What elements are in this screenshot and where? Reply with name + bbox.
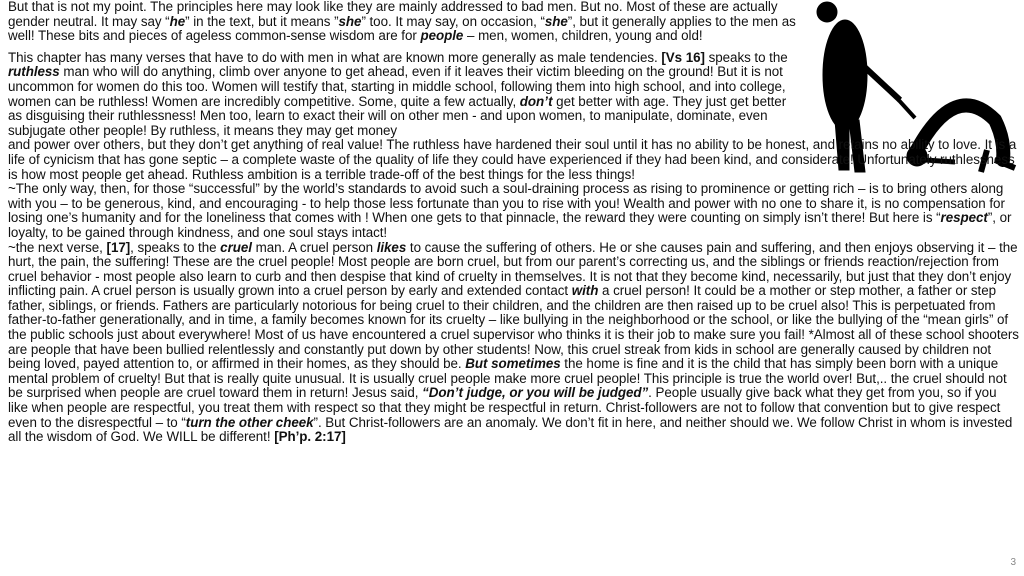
slide-body — [8, 0, 1020, 445]
paragraph-4: ~the next verse, [17], speaks to the cruel man. A cruel person likes to cause the suffering of others. He or she causes pain and suffering, and then enjoys observing it – the hurt, the pain, the suffering! These are the cruel people! Most people are born cruel, but from our parent’s correcting us, and the siblings or friends reaction/rejection from cruel behavior - most people also learn to curb and then despise that kind of cruelty in themselves. It is not that they become kind, necessarily, but just that they don’t enjoy inflicting pain. A cruel person is usually grown into a cruel person by early and extended contact with a cruel person! It could be a mother or step mother, a father or step father, siblings, or friends. Fathers are particularly notorious for being cruel to their children, and the children are then raised up to be cruel also! This is perpetuated from father-to-father generationally, and in time, a family becomes known for its cruelty – like bullying in the neighborhood or the school, or like the bullying of the “mean girls” of the public schools just about everywhere! Most of us have encountered a cruel supervisor who thinks it is their job to make sure you fail! *Almost all of these school shooters are people that have been bullied relentlessly and constantly put down by other students! Now, this cruel streak from kids in school are generally caused by children not being loved, payed attention to, or affirmed in their homes, as they should be. But sometimes the home is fine and it is the child that has simply been born with a unique mental problem of cruelty! But that is really quite unusual. It is usually cruel people make more cruel people! This principle is true the world over! But,.. the cruel should not be surprised when people are cruel toward them in return! Jesus said, “Don’t judge, or you will be judged”. People usually give back what they get from you, so if you like when people are respectful, you treat them with respect so that they might be respectful in return. Christ-followers are not to follow that convention but to give respect even to the disrespectful – to “turn the other cheek”. But Christ-followers are an anomaly. We don’t fit in here, and neither should we. We follow Christ in whom is invested all the wisdom of God. We WILL be different! [Ph’p. 2:17] — [8, 239, 1019, 445]
paragraph-2: This chapter has many verses that have to do with men in what are known more generally as male tendencies. [Vs 16] speaks to the ruthless man who will do anything, climb over anyone to get ahead, even if it leaves their victim bleeding on the ground! But it is not uncommon for women do this too. Women will testify that, starting in middle school, following them into high school, and into college, women can be ruthless! Women are incredibly competitive. Some, quite a few actually, don’t get better with age. They just get better as disguising their ruthlessness! Men too, learn to exact their will on other men - and upon women, to manipulate, dominate, even subjugate other people! By ruthless, it means they may get money — [8, 49, 788, 138]
slide-number: 3 — [1010, 557, 1016, 568]
paragraph-3: ~The only way, then, for those “successful” by the world’s standards to avoid such a soul-draining process as rising to prominence or getting rich – is to bring others along with you – to be generous, kind, and encouraging - to help those less fortunate than you to rise with you! Wealth and power with no one to share it, is no compensation for losing one’s humanity and for the loneliness that comes with ! When one gets to that pinnacle, the reward they were counting on simply isn’t there! But here is “respect”, or loyalty, to be gained through kindness, and one soul stays intact! — [8, 181, 1012, 240]
paragraph-2-cont: and power over others, but they don’t get anything of real value! The ruthless have hardened their soul until it has no ability to be honest, and retains no ability to love. It is a life of cynicism that has gone septic – a complete waste of the quality of life they could have experienced if they had been kind, and considerate! Unfortunately ruthlessness is how most people get ahead. Ruthless ambition is a terrible trade-off of the best things for the less things! — [8, 137, 1017, 182]
paragraph-1: But that is not my point. The principles here may look like they are mainly addressed to bad men. But no. Most of these are actually gender neutral. It may say “he” in the text, but it means ”she” too. It may say, on occasion, “she”, but it generally applies to the men as well! These bits and pieces of ageless common-sense wisdom are for people – men, women, children, young and old! — [8, 0, 796, 44]
